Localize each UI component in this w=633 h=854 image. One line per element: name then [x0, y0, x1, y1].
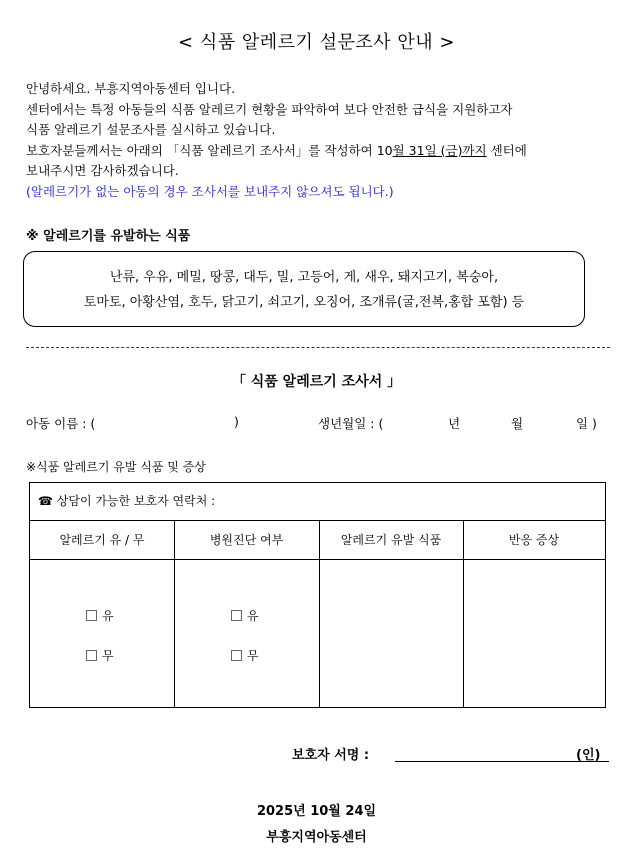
form-title: 「 식품 알레르기 조사서 」: [231, 374, 402, 390]
survey-sub-heading: ※식품 알레르기 유발 식품 및 증상: [26, 460, 206, 474]
allergen-line-1: 난류, 우유, 메밀, 땅콩, 대두, 밀, 고등어, 게, 새우, 돼지고기, 복숭아,: [109, 270, 499, 285]
birth-day-label: 일 ): [576, 416, 597, 431]
allergy-foods-input-cell[interactable]: [320, 561, 462, 707]
birth-date-label: 생년월일 : (: [318, 416, 384, 431]
diagnosis-yes-label: 유: [247, 609, 259, 623]
intro-line-5: 보내주시면 감사하겠습니다.: [26, 163, 179, 178]
signature-label: 보호자 서명 :: [292, 748, 370, 763]
birth-month-label: 월: [511, 416, 524, 431]
checkbox-icon: [231, 610, 242, 621]
allergy-yes-checkbox[interactable]: [86, 607, 114, 624]
diagnosis-no-checkbox[interactable]: [231, 647, 259, 664]
allergen-heading: ※ 알레르기를 유발하는 식품: [26, 229, 191, 244]
allergy-yes-label: 유: [102, 609, 114, 623]
checkbox-icon: [231, 650, 242, 661]
intro-line-4-pre: 보호자분들께서는 아래의 「식품 알레르기 조사서」를 작성하여 10: [26, 142, 393, 158]
col-header-diagnosis: 병원진단 여부: [174, 521, 319, 560]
col-header-foods: 알레르기 유발 식품: [319, 521, 463, 560]
checkbox-icon: [86, 610, 97, 621]
seal-mark: (인): [576, 748, 601, 763]
checkbox-icon: [86, 650, 97, 661]
intro-note: (알레르기가 없는 아동의 경우 조사서를 보내주지 않으셔도 됩니다.): [26, 183, 394, 199]
survey-table: [29, 482, 606, 708]
intro-line-2: 센터에서는 특정 아동들의 식품 알레르기 현황을 파악하여 보다 안전한 급식을 지원하고자: [26, 101, 513, 117]
allergen-food-box: [23, 251, 585, 327]
diagnosis-no-label: 무: [247, 649, 259, 663]
column-divider: [174, 521, 175, 707]
col-header-symptoms: 반응 증상: [463, 521, 605, 560]
guardian-contact-field[interactable]: ☎ 상담이 가능한 보호자 연락처 :: [30, 483, 605, 521]
col-header-allergy: 알레르기 유 / 무: [30, 521, 174, 560]
symptoms-input-cell[interactable]: [464, 561, 604, 707]
center-name: 부흥지역아동센터: [266, 830, 367, 845]
intro-line-1: 안녕하세요. 부흥지역아동센터 입니다.: [26, 81, 236, 96]
child-name-label: 아동 이름 : (: [26, 416, 96, 431]
diagnosis-yes-checkbox[interactable]: [231, 607, 259, 624]
intro-line-4-post: 센터에: [486, 142, 527, 158]
child-name-close: ): [234, 414, 239, 429]
deadline-date: 월 31일 (금)까지: [392, 142, 487, 158]
intro-text: [26, 79, 527, 202]
allergy-no-label: 무: [102, 649, 114, 663]
page-title: < 식품 알레르기 설문조사 안내 >: [178, 32, 455, 53]
intro-line-3: 식품 알레르기 설문조사를 실시하고 있습니다.: [26, 122, 276, 137]
intro-line-4: [26, 141, 527, 162]
document-date: 2025년 10월 24일: [256, 804, 377, 819]
cut-line-divider: [26, 347, 610, 348]
allergen-line-2: 토마토, 아황산염, 호두, 닭고기, 쇠고기, 오징어, 조개류(굴,전복,홍합 포함) 등: [83, 295, 525, 310]
birth-year-label: 년: [448, 416, 461, 431]
allergy-no-checkbox[interactable]: [86, 647, 114, 664]
